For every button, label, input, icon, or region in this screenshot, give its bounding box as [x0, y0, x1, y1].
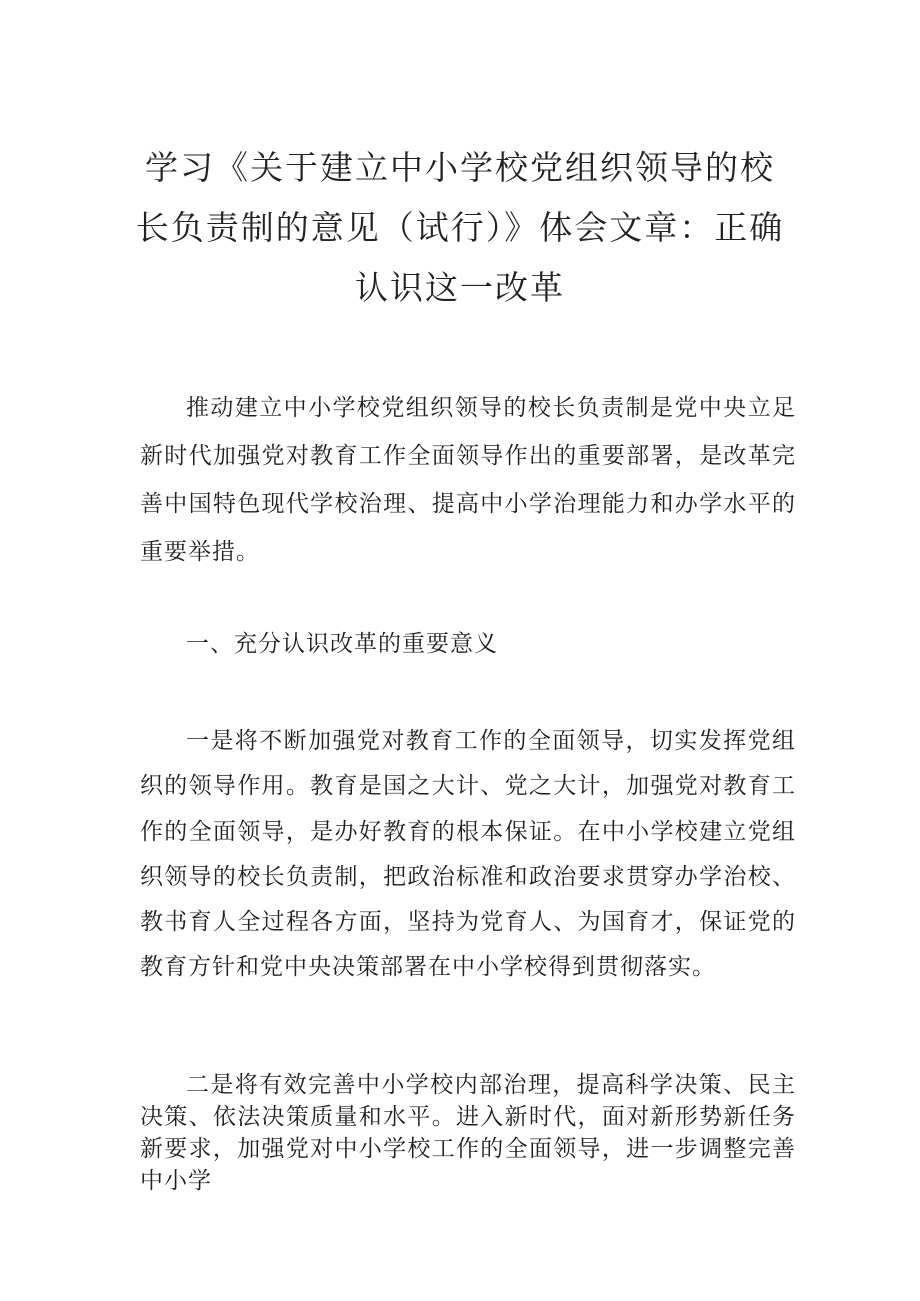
- point-one-paragraph: 一是将不断加强党对教育工作的全面领导，切实发挥党组织的领导作用。教育是国之大计、党之大计，加强党对教育工作的全面领导，是办好教育的根本保证。在中小学校建立党组织领导的校长负责制，把政治标准和政治要求贯穿办学治校、教书育人全过程各方面，坚持为党育人、为国育才，保证党的教育方针和党中央决策部署在中小学校得到贯彻落实。: [140, 728, 796, 981]
- document-title: 学习《关于建立中小学校党组织领导的校长负责制的意见（试行）》体会文章：正确认识这一改革: [135, 148, 785, 307]
- intro-paragraph: 推动建立中小学校党组织领导的校长负责制是党中央立足新时代加强党对教育工作全面领导作出的重要部署，是改革完善中国特色现代学校治理、提高中小学治理能力和办学水平的重要举措。: [140, 395, 796, 565]
- section-heading: 一、充分认识改革的重要意义: [186, 631, 498, 657]
- point-two-paragraph: 二是将有效完善中小学校内部治理，提高科学决策、民主决策、依法决策质量和水平。进入新时代，面对新形势新任务新要求，加强党对中小学校工作的全面领导，进一步调整完善中小学: [140, 1072, 796, 1194]
